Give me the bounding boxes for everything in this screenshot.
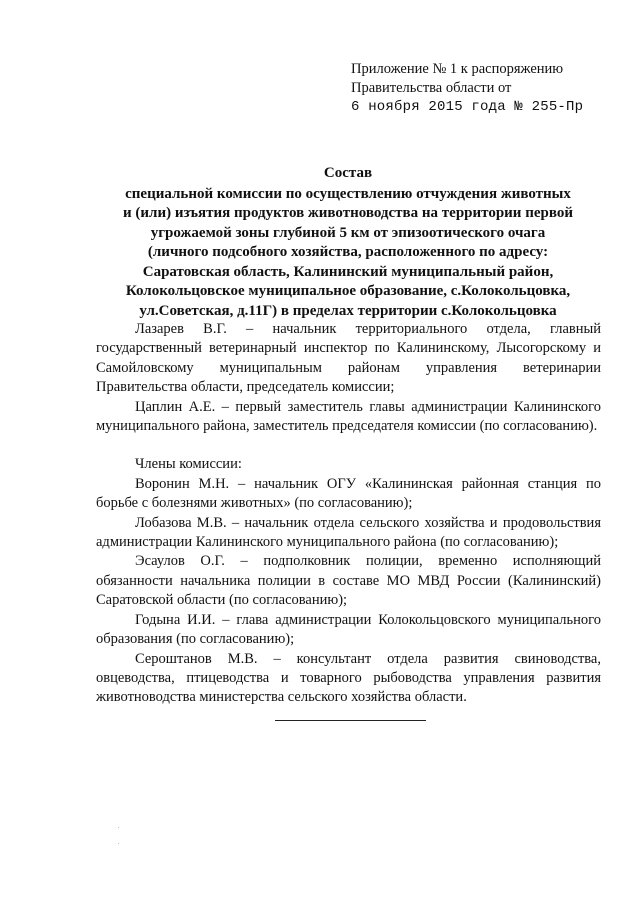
appendix-line-2: Правительства области от — [351, 80, 512, 96]
document-title: Состав — [323, 165, 373, 181]
heading-line: и (или) изъятия продуктов животноводства на территории первой — [123, 205, 573, 221]
chairman-entry: Лазарев В.Г. – начальник территориального отдела, главный государственный ветеринарный инспектор по Калининскому, Лысогорскому и Самойловскому муниципальным районам управления ветеринарии Правительства области, председатель комиссии; — [96, 321, 601, 396]
member-entry: Воронин М.Н. – начальник ОГУ «Калининская районная станция по борьбе с болезнями животных» (по согласованию); — [96, 475, 601, 512]
deputy-chairman-entry: Цаплин А.Е. – первый заместитель главы администрации Калининского муниципального района, заместитель председателя комиссии (по согласованию). — [96, 398, 601, 435]
heading-line: Саратовская область, Калининский муниципальный район, — [142, 263, 554, 280]
member-entry: Лобазова М.В. – начальник отдела сельского хозяйства и продовольствия администрации Калининского муниципального района (по согласованию); — [96, 514, 601, 551]
scan-speck — [118, 843, 119, 844]
heading-line: ул.Советская, д.11Г) в пределах территории с.Колокольцовка — [139, 302, 557, 319]
appendix-line-1: Приложение № 1 к распоряжению — [351, 61, 564, 77]
document-body — [96, 320, 601, 708]
document-heading — [96, 164, 600, 321]
members-label: Члены комиссии: — [135, 456, 242, 473]
member-entry: Годына И.И. – глава администрации Колокольцовского муниципального образования (по согласованию); — [96, 611, 601, 648]
appendix-date-number: 6 ноября 2015 года № 255-Пр — [351, 99, 584, 115]
member-entry: Сероштанов М.В. – консультант отдела развития свиноводства, овцеводства, птицеводства и товарного рыбоводства управления развития животноводства министерства сельского хозяйства области. — [96, 650, 601, 706]
heading-line: специальной комиссии по осуществлению отчуждения животных — [125, 185, 571, 202]
heading-line: Колокольцовское муниципальное образование, с.Колокольцовка, — [125, 283, 571, 299]
closing-rule — [275, 720, 426, 721]
scan-speck — [118, 827, 119, 828]
member-entry: Эсаулов О.Г. – подполковник полиции, временно исполняющий обязанности начальника полиции в составе МО МВД России (Калининский) Саратовской области (по согласованию); — [96, 553, 601, 609]
appendix-block — [351, 60, 621, 117]
heading-line: угрожаемой зоны глубиной 5 км от эпизоотического очага — [150, 224, 546, 241]
paragraph-spacer — [96, 436, 601, 455]
heading-line: (личного подсобного хозяйства, расположенного по адресу: — [147, 244, 549, 260]
